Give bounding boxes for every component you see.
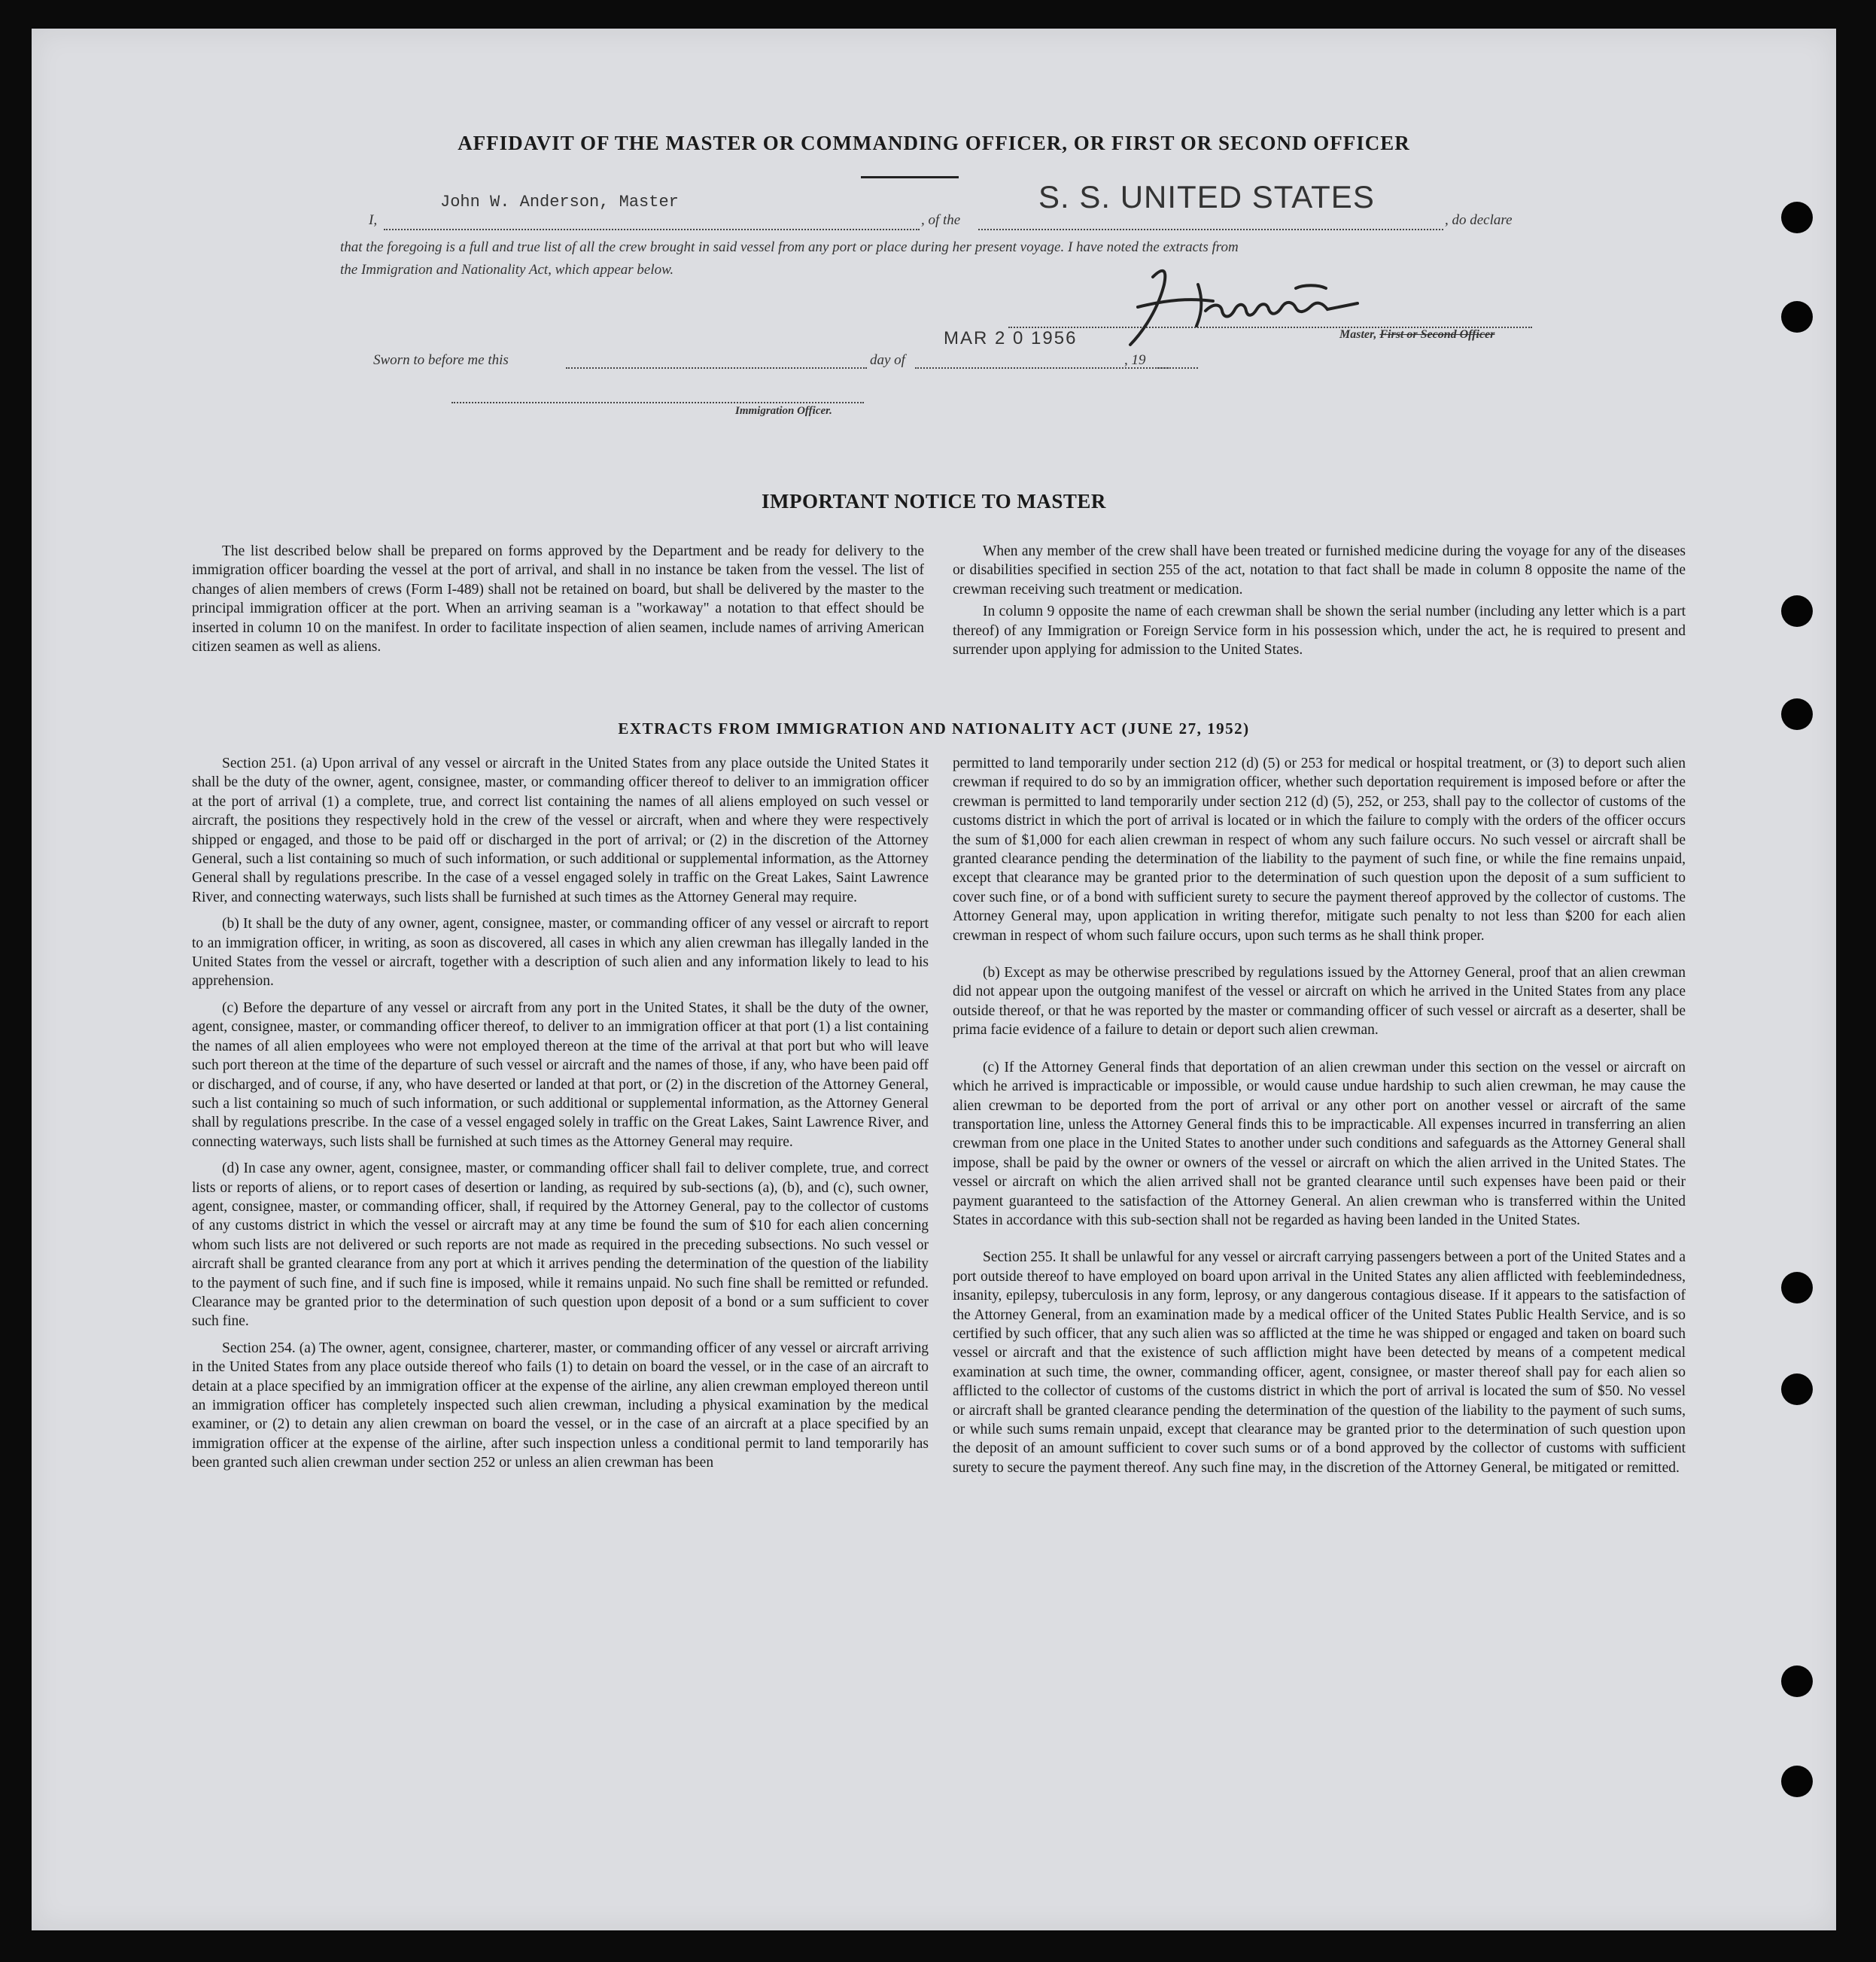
statute-paragraph: (b) It shall be the duty of any owner, agent, consignee, master, or commanding officer of any vessel or aircraft to report to an immigration officer, in writing, as soon as discovered, all cases in which any alien crewman has illegally landed in the United States from the vessel or aircraft, together with a description of such alien and any information likely to lead to his apprehension. xyxy=(192,916,929,990)
divider xyxy=(861,176,959,178)
statute-paragraph: Section 255. It shall be unlawful for any vessel or aircraft carrying passengers between a port of the United States and a port outside thereof to have employed on board upon arrival in the United States any alien afflicted with feeblemindedness, insanity, epilepsy, tuberculosis in any form, leprosy, or any dangerous contagious disease. If it appears to the satisfaction of the Attorney General, from an examination made by a medical officer of the United States Public Health Service, and is so certified by such officer, that any such alien was so afflicted at the time he was shipped or engaged and taken on board such vessel or aircraft and that the existence of such affliction might have been detected by means of a competent medical examination at such time, the owner, commanding officer, agent, consignee, or master thereof shall pay for each alien so afflicted to the collector of customs of the customs district in which the port of arrival is located the sum of $50. No vessel or aircraft shall be granted clearance pending the determination of the question of the liability to the payment of such sums, or while such sums remain unpaid, except that clearance may be granted prior to the determination of such question upon the deposit of an amount sufficient to cover such sums or of a bond approved by the collector of customs with sufficient surety to secure the payment thereof. Any such fine may, in the discretion of the Attorney General, be mitigated or remitted. xyxy=(953,1249,1686,1476)
do-declare-label: , do declare xyxy=(1445,212,1513,228)
signature xyxy=(1108,254,1401,367)
punch-hole xyxy=(1781,595,1813,627)
notice-paragraph: The list described below shall be prepared on forms approved by the Department and be ready for delivery to the immigration officer boarding the vessel at the port of arrival, and shall in no instance be taken from the vessel. The list of changes of alien members of crews (Form I-489) shall not be retained on board, but shall be delivered by the master to the principal immigration officer at the port. When an arriving seaman is a "workaway" a notation to that effect should be inserted in column 10 on the manifest. In order to facilitate inspection of alien seamen, include names of arriving American citizen seamen as well as aliens. xyxy=(192,543,924,656)
extracts-left-column xyxy=(192,754,929,1473)
day-of-label: day of xyxy=(870,352,905,368)
statute-paragraph: (d) In case any owner, agent, consignee, master, or commanding officer shall fail to deliver complete, true, and correct lists or reports of aliens, or to report cases of desertion or landing, as required by sub-sections (a), (b), and (c), such owner, agent, consignee, master, or commanding officer, shall, if required by the Attorney General, pay to the collector of customs of any customs district in which the vessel or aircraft may at any time be found the sum of $10 for each alien concerning whom such lists are not delivered or such reports are not made as required in the preceding subsections. No such vessel or aircraft shall be granted clearance from any port at which it arrives pending the determination of the question of the liability to the payment of such fine, and if such fine is imposed, while it remains unpaid. No such fine shall be remitted or refunded. Clearance may be granted prior to the determination of such question upon deposit of a bond or a sum sufficient to cover such fine. xyxy=(192,1160,929,1330)
punch-hole xyxy=(1781,1766,1813,1797)
notice-right-column xyxy=(953,542,1686,659)
declarant-line xyxy=(384,229,920,230)
punch-hole xyxy=(1781,1665,1813,1697)
statute-paragraph: Section 251. (a) Upon arrival of any vessel or aircraft in the United States from any place outside the United States it shall be the duty of the owner, agent, consignee, master, or commanding officer thereof to deliver to an immigration officer at the port of arrival (1) a complete, true, and correct list containing the names of all aliens employed on such vessel or aircraft, the positions they respectively hold in the crew of the vessel or aircraft, when and where they were respectively shipped or engaged, and those to be paid off or discharged in the port of arrival; or (2) in the discretion of the Attorney General, such a list containing so much of such information, or such additional or supplemental information, as the Attorney General shall by regulations prescribe. In the case of a vessel engaged solely in traffic on the Great Lakes, Saint Lawrence River, and connecting waterways, such lists shall be furnished at such times as the Attorney General may require. xyxy=(192,756,929,905)
declaration-line-1: that the foregoing is a full and true list of all the crew brought in said vessel from any port or place during her present voyage. I have noted the extracts from xyxy=(340,239,1239,255)
sworn-day-line xyxy=(566,367,867,369)
extracts-right-column xyxy=(953,754,1686,1477)
sworn-year-line xyxy=(1157,367,1198,369)
punch-hole xyxy=(1781,301,1813,333)
affidavit-heading: AFFIDAVIT OF THE MASTER OR COMMANDING OFFICER, OR FIRST OR SECOND OFFICER xyxy=(458,132,1410,154)
statute-paragraph: (c) Before the departure of any vessel or aircraft from any port in the United States, it shall be the duty of the owner, agent, consignee, master, or commanding officer thereof, to deliver to an immigration officer at that port (1) a list containing the names of all alien employees who were not employed thereon at the time of the arrival at that port but who will leave such port thereon at the time of the departure of such vessel or aircraft and the names of those, if any, who have been paid off or discharged, and of course, if any, who have deserted or landed at that port, or (2) in the discretion of the Attorney General, such a list containing so much of such information, or such additional or supplemental information, as the Attorney General shall by regulations prescribe. In the case of a vessel engaged solely in traffic on the Great Lakes, Saint Lawrence River, and connecting waterways, such lists shall be furnished at such times as the Attorney General may require. xyxy=(192,999,929,1150)
vessel-name: S. S. UNITED STATES xyxy=(1038,179,1375,214)
punch-hole xyxy=(1781,1373,1813,1405)
date-stamp: MAR 2 0 1956 xyxy=(944,328,1078,348)
of-the-label: , of the xyxy=(921,212,961,228)
notice-left-column xyxy=(192,542,924,656)
punch-hole xyxy=(1781,1272,1813,1303)
statute-paragraph: Section 254. (a) The owner, agent, consignee, charterer, master, or commanding officer of any vessel or aircraft arriving in the United States from any place outside thereof who fails (1) to detain on board the vessel, or in the case of an aircraft to detain at a place specified by an immigration officer at the expense of the airline, any alien crewman employed thereon until an immigration officer has completely inspected such alien crewman, including a physical examination by the medical examiner, or (2) to detain any alien crewman on board the vessel, or in the case of an aircraft at a place specified by an immigration officer at the expense of the airline, after such inspection unless a conditional permit to land temporarily has been granted such alien crewman under section 252 or unless an alien crewman has been xyxy=(192,1340,929,1471)
statute-paragraph: (b) Except as may be otherwise prescribed by regulations issued by the Attorney General, proof that an alien crewman did not appear upon the outgoing manifest of the vessel or aircraft on which he arrived in the United States from any place outside thereof, or that he was reported by the master or commanding officer of such vessel or aircraft as a deserter, shall be prima facie evidence of a failure to detain or deport such alien crewman. xyxy=(953,965,1686,1039)
notice-heading: IMPORTANT NOTICE TO MASTER xyxy=(762,490,1106,513)
document-page xyxy=(32,29,1836,1930)
declarant-name: John W. Anderson, Master xyxy=(440,193,679,211)
notice-paragraph: When any member of the crew shall have been treated or furnished medicine during the voyage for any of the diseases or disabilities specified in section 255 of the act, notation to that fact shall be made in column 8 opposite the name of the crewman receiving such treatment or medication. xyxy=(953,543,1686,598)
i-label: I, xyxy=(369,212,378,228)
year-label: , 19 xyxy=(1124,352,1146,368)
extracts-heading: EXTRACTS FROM IMMIGRATION AND NATIONALITY ACT (JUNE 27, 1952) xyxy=(618,719,1250,738)
vessel-line xyxy=(978,229,1443,230)
sworn-label: Sworn to before me this xyxy=(373,352,509,368)
declaration-line-2: the Immigration and Nationality Act, which appear below. xyxy=(340,262,674,278)
officer-signature-line xyxy=(452,402,864,403)
notice-paragraph: In column 9 opposite the name of each crewman shall be shown the serial number (including any letter which is a part thereof) of any Immigration or Foreign Service form in his possession which, under the act, he is required to present and surrender upon applying for admission to the United States. xyxy=(953,604,1686,659)
officer-label: Immigration Officer. xyxy=(735,405,832,417)
statute-paragraph: (c) If the Attorney General finds that deportation of an alien crewman under this section on the vessel or aircraft on which he arrived is impracticable or impossible, or would cause undue hardship to such alien crewman, he may cause the alien crewman to be deported from the port of arrival or any other port on another vessel or aircraft of the same transportation line, unless the Attorney General finds this to be impracticable. All expenses incurred in transferring an alien crewman from one place in the United States to another under such conditions and safeguards as the Attorney General shall impose, shall be paid by the owner or owners of the vessel or aircraft on which the alien arrived in the United States. The vessel or aircraft on which the alien arrived shall not be granted clearance until such expenses have been paid or their payment guaranteed to the satisfaction of the Attorney General. An alien crewman who is transferred within the United States in accordance with this sub-section shall not be regarded as having been landed in the United States. xyxy=(953,1059,1686,1228)
statute-paragraph: permitted to land temporarily under section 212 (d) (5) or 253 for medical or hospital treatment, or (3) to deport such alien crewman if required to do so by an immigration officer, whether such deportation requirement is imposed before or after the crewman is permitted to land temporarily under section 212 (d) (5), 252, or 253, shall pay to the collector of customs of the customs district in which the port of arrival is located or in which the failure to comply with the orders of the officer occurs the sum of $1,000 for each alien crewman in respect of whom any such failure occurs. No such vessel or aircraft shall be granted clearance pending the determination of the liability to the payment of such fine, or while the fine remains unpaid, except that clearance may be granted prior to the determination of such question upon the deposit of a sum sufficient to cover such fine, or of a bond with sufficient surety to secure the payment thereof approved by the collector of customs. The Attorney General may, upon application in writing therefor, mitigate such penalty to not less than $200 for each alien crewman in respect of whom such failure occurs, upon such terms as he shall think proper. xyxy=(953,756,1686,944)
punch-hole xyxy=(1781,202,1813,233)
signer-title: Master, First or Second Officer xyxy=(1339,328,1495,341)
